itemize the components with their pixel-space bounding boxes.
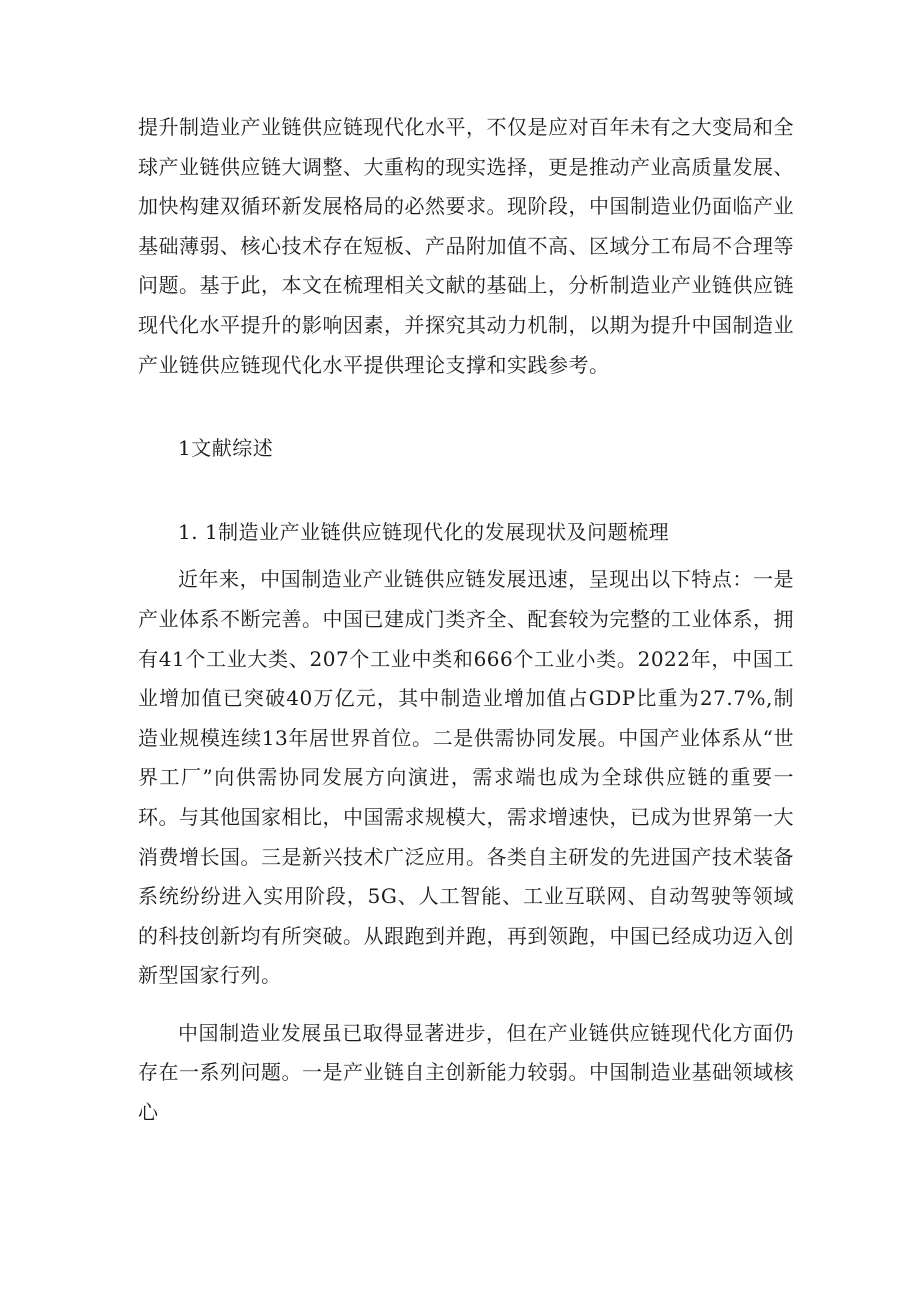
spacer	[138, 469, 794, 513]
document-body	[138, 108, 794, 1133]
spacer	[138, 385, 794, 429]
intro-paragraph: 提升制造业产业链供应链现代化水平，不仅是应对百年未有之大变局和全球产业链供应链大调整、大重构的现实选择，更是推动产业高质量发展、加快构建双循环新发展格局的必然要求。现阶段，中国制造业仍面临产业基础薄弱、核心技术存在短板、产品附加值不高、区域分工布局不合理等问题。基于此，本文在梳理相关文献的基础上，分析制造业产业链供应链现代化水平提升的影响因素，并探究其动力机制，以期为提升中国制造业产业链供应链现代化水平提供理论支撑和实践参考。	[138, 115, 794, 377]
section-heading: 1文献综述	[178, 436, 274, 461]
status-paragraph: 近年来，中国制造业产业链供应链发展迅速，呈现出以下特点：一是产业体系不断完善。中国已建成门类齐全、配套较为完整的工业体系，拥有41个工业大类、207个工业中类和666个工业小类。2022年，中国工业增加值已突破40万亿元，其中制造业增加值占GDP比重为27.7%,制造业规模连续13年居世界首位。二是供需协同发展。中国产业体系从“世界工厂”向供需协同发展方向演进，需求端也成为全球供应链的重要一环。与其他国家相比，中国需求规模大，需求增速快，已成为世界第一大消费增长国。三是新兴技术广泛应用。各类自主研发的先进国产技术装备系统纷纷进入实用阶段，5G、人工智能、工业互联网、自动驾驶等领域的科技创新均有所突破。从跟跑到并跑，再到领跑，中国已经成功迈入创新型国家行列。	[138, 567, 794, 988]
subsection-heading: 1. 1制造业产业链供应链现代化的发展现状及问题梳理	[178, 519, 670, 544]
spacer	[138, 996, 794, 1014]
spacer	[138, 552, 794, 560]
problems-paragraph: 中国制造业发展虽已取得显著进步，但在产业链供应链现代化方面仍存在一系列问题。一是产业链自主创新能力较弱。中国制造业基础领域核心	[138, 1020, 794, 1125]
